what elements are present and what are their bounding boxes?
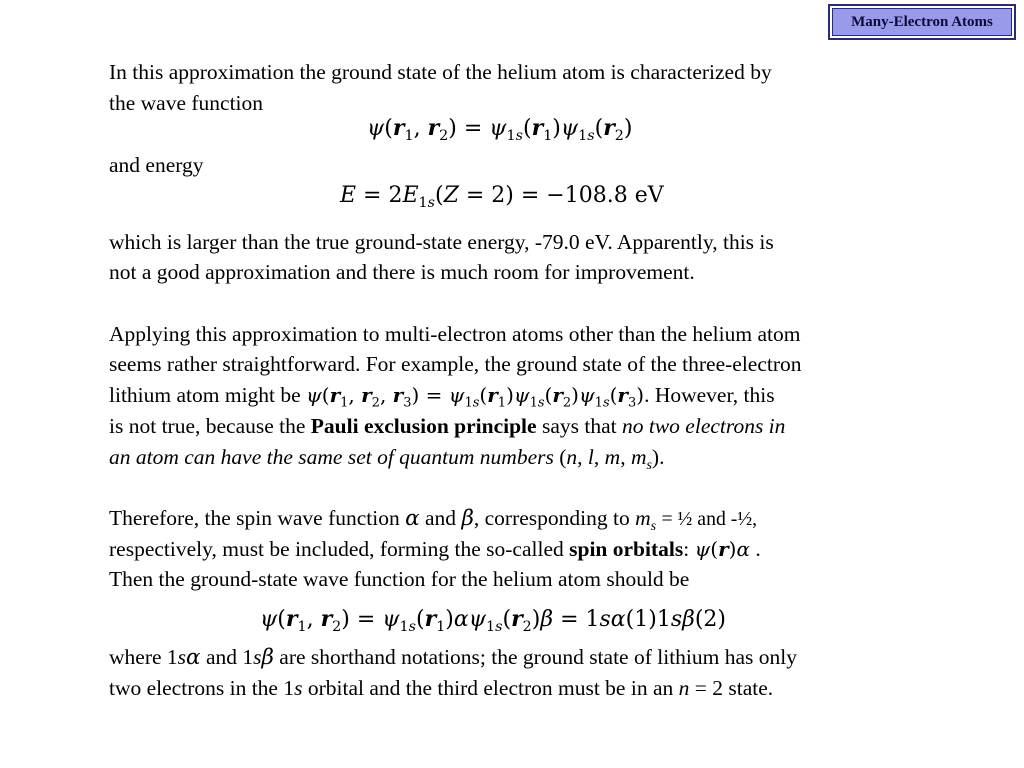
paragraph-spin-line-2: respectively, must be included, forming the so-called spin orbitals: ψ(r)α . [109,537,761,561]
paragraph-lithium-line-3 [109,380,775,411]
paragraph-intro-line-1: In this approximation the ground state of the helium atom is characterized by [109,60,772,84]
paragraph-lithium-line-1: Applying this approximation to multi-electron atoms other than the helium atom [109,322,801,346]
spin-values: = ½ and -½, [661,508,758,530]
pauli-text-mid: says that [541,414,617,438]
equation-helium-wavefunction: $\psi(r_1$, $r_2) = \psi_{1s}(r_1)\psi_{1s}(r_2)$ [367,115,633,144]
beta-symbol: β [461,506,474,531]
paragraph-and-energy: and energy [109,153,204,177]
paragraph-spin-line-1: Therefore, the spin wave function α and β, corresponding to $m_s$ = ½ and -½, [109,506,758,534]
paragraph-notation-line-1: where 1sα and 1sβ are shorthand notations; the ground state of lithium has only [109,645,797,670]
equation-helium-energy: $E = 2E_{1s}(Z = 2) = -108.8$ eV [340,183,664,211]
paragraph-lithium-line-4 [109,411,785,442]
pauli-statement-part-1: no two electrons in [621,414,786,438]
equation-lithium-wavefunction: $\psi(r_1$, $r_2$, $r_3) = \psi_{1s}(r_1)\psi_{1s}(r_2)\psi_{1s}(r_3)$ [306,383,645,411]
spin-text-pre: Therefore, the spin wave function [109,506,400,530]
pauli-principle-term: Pauli exclusion principle [310,414,537,438]
paragraph-notation-line-2: two electrons in the 1s orbital and the third electron must be in an n = 2 state. [109,676,774,700]
paragraph-intro-line-2: the wave function [109,91,264,115]
paragraph-lithium-line-5: an atom can have the same set of quantum numbers (n, l, m, $m_s$). [109,445,665,473]
pauli-text-pre: is not true, because the [109,414,306,438]
lithium-text-pre: lithium atom might be [109,383,301,407]
equation-helium-spin-wavefunction: $\psi(r_1$, $r_2) = \psi_{1s}(r_1)\alpha\psi_{1s}(r_2)\beta = 1s\alpha(1)1s\beta(2)$ [260,606,727,635]
alpha-symbol: α [405,506,420,531]
paragraph-comparison-line-1: which is larger than the true ground-state energy, -79.0 eV. Apparently, this is [109,230,774,254]
spin-orbital-text-pre: respectively, must be included, forming the so-called [109,537,564,561]
spin-text-and: and [425,506,457,530]
lithium-text-post: . However, this [644,383,775,407]
spin-text-mid: , corresponding to [473,506,630,530]
paragraph-lithium-line-2: seems rather straightforward. For example, the ground state of the three-electron [109,352,802,376]
section-title-badge [828,4,1016,40]
pauli-statement-part-2: an atom can have the same set of quantum numbers [109,445,554,469]
paragraph-comparison-line-2: not a good approximation and there is much room for improvement. [109,260,695,284]
section-title: Many-Electron Atoms [832,8,1012,36]
spin-orbitals-term: spin orbitals [569,537,684,561]
equation-spin-orbital: ψ(r)α [694,537,750,561]
paragraph-spin-line-3: Then the ground-state wave function for the helium atom should be [109,567,690,591]
